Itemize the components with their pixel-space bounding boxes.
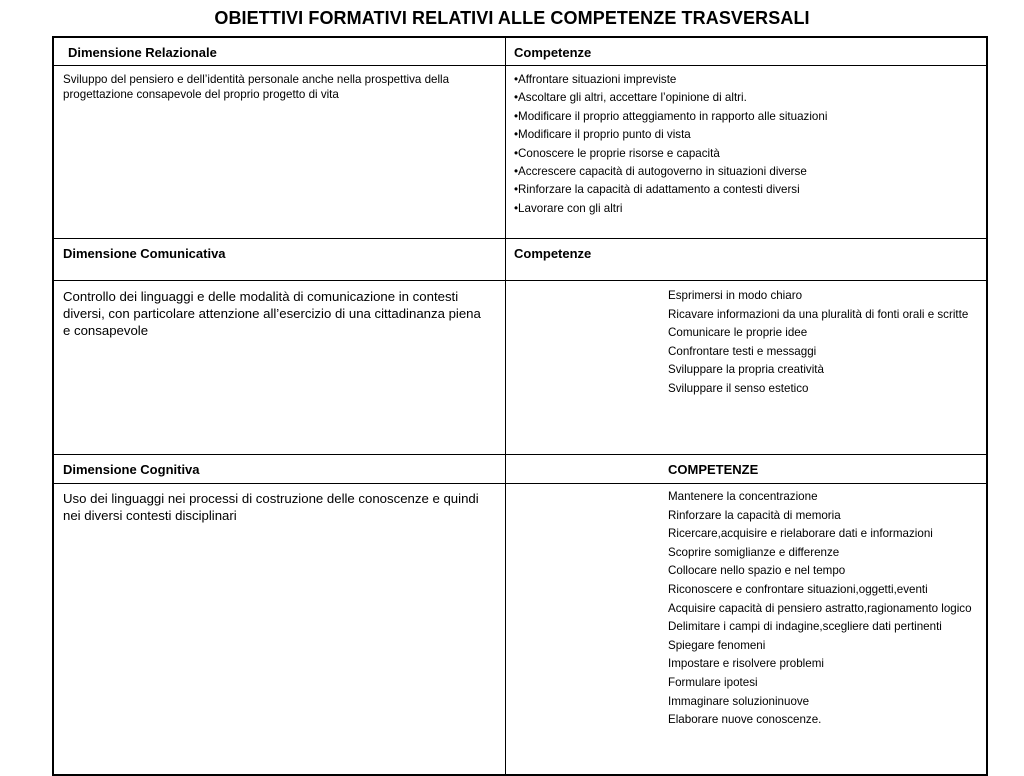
list-item: Delimitare i campi di indagine,scegliere dati pertinenti	[668, 620, 942, 634]
row-divider	[54, 483, 986, 484]
list-item: Impostare e risolvere problemi	[668, 657, 824, 671]
list-item: Scoprire somiglianze e differenze	[668, 545, 840, 559]
list-item: Ricavare informazioni da una pluralità di fonti orali e scritte	[668, 307, 969, 321]
dimension-description-cognitiva: Uso dei linguaggi nei processi di costruzione delle conoscenze e quindi nei diversi contesti disciplinari	[63, 491, 479, 523]
dimension-header-cognitiva: Dimensione Cognitiva	[63, 462, 200, 477]
list-item: Sviluppare il senso estetico	[668, 381, 809, 395]
list-item: •Modificare il proprio punto di vista	[514, 128, 691, 142]
competence-header-cognitiva: COMPETENZE	[668, 462, 759, 477]
list-item: •Rinforzare la capacità di adattamento a contesti diversi	[514, 183, 800, 197]
column-divider	[505, 38, 506, 774]
competence-list-relazionale	[514, 72, 984, 219]
list-item: Riconoscere e confrontare situazioni,oggetti,eventi	[668, 582, 928, 596]
list-item: Acquisire capacità di pensiero astratto,ragionamento logico	[668, 601, 972, 615]
list-item: •Ascoltare gli altri, accettare l’opinione di altri.	[514, 91, 747, 105]
list-item: Rinforzare la capacità di memoria	[668, 508, 841, 522]
list-item: Collocare nello spazio e nel tempo	[668, 564, 846, 578]
objectives-table	[52, 36, 988, 776]
competence-header-relazionale: Competenze	[514, 45, 592, 60]
dimension-description-comunicativa: Controllo dei linguaggi e delle modalità di comunicazione in contesti diversi, con particolare attenzione all’esercizio di una cittadinanza piena e consapevole	[63, 289, 481, 338]
list-item: Immaginare soluzioninuove	[668, 694, 810, 708]
list-item: Esprimersi in modo chiaro	[668, 289, 803, 302]
dimension-header-relazionale: Dimensione Relazionale	[68, 45, 217, 60]
list-item: Elaborare nuove conoscenze.	[668, 713, 822, 727]
competence-list-comunicativa	[668, 288, 984, 400]
list-item: •Lavorare con gli altri	[514, 201, 623, 215]
list-item: Formulare ipotesi	[668, 675, 758, 689]
row-divider	[54, 65, 986, 66]
row-divider	[54, 238, 986, 239]
list-item: Sviluppare la propria creatività	[668, 363, 824, 377]
page-title: OBIETTIVI FORMATIVI RELATIVI ALLE COMPETENZE TRASVERSALI	[214, 8, 810, 28]
competence-header-comunicativa: Competenze	[514, 246, 592, 261]
dimension-header-comunicativa: Dimensione Comunicativa	[63, 246, 226, 261]
row-divider	[54, 454, 986, 455]
list-item: Ricercare,acquisire e rielaborare dati e informazioni	[668, 527, 933, 541]
list-item: Mantenere la concentrazione	[668, 490, 818, 503]
list-item: Comunicare le proprie idee	[668, 326, 808, 340]
row-divider	[54, 280, 986, 281]
list-item: Confrontare testi e messaggi	[668, 344, 817, 358]
competence-list-cognitiva	[668, 489, 984, 731]
list-item: •Affrontare situazioni impreviste	[514, 73, 677, 86]
dimension-description-relazionale: Sviluppo del pensiero e dell’identità personale anche nella prospettiva della progettazione consapevole del proprio progetto di vita	[63, 73, 450, 101]
list-item: •Conoscere le proprie risorse e capacità	[514, 146, 720, 160]
list-item: •Accrescere capacità di autogoverno in situazioni diverse	[514, 164, 807, 178]
list-item: Spiegare fenomeni	[668, 638, 766, 652]
list-item: •Modificare il proprio atteggiamento in rapporto alle situazioni	[514, 109, 828, 123]
